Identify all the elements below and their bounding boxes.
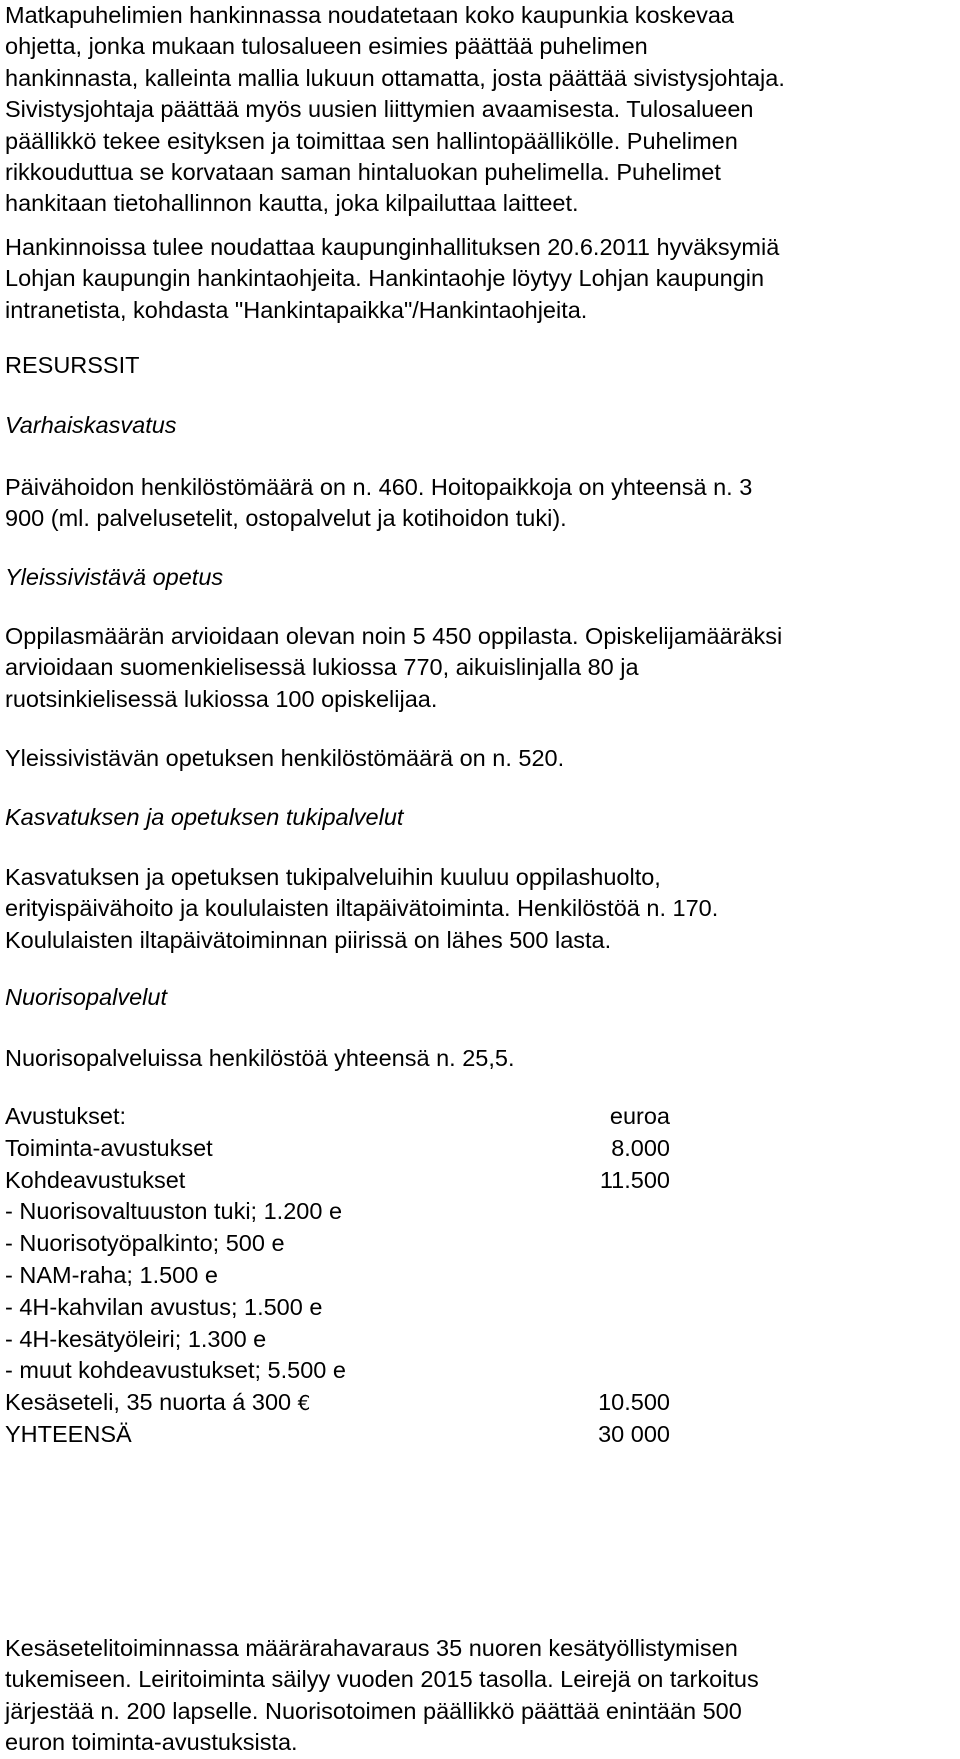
grant-value: 11.500 (599, 1166, 670, 1193)
intro-paragraph (5, 0, 955, 220)
closing-paragraph (5, 1633, 955, 1759)
text-line: Yleissivistävän opetuksen henkilöstömäärä on n. 520. (5, 745, 565, 771)
grant-label: Kohdeavustukset (5, 1166, 186, 1193)
text-line: Päivähoidon henkilöstömäärä on n. 460. Hoitopaikkoja on yhteensä n. 3 (5, 474, 753, 500)
grant-value: euroa (609, 1103, 670, 1129)
grant-label: - 4H-kahvilan avustus; 1.500 e (5, 1293, 323, 1320)
text-line: tukemiseen. Leiritoiminta säilyy vuoden 2015 tasolla. Leirejä on tarkoitus (5, 1666, 759, 1693)
early-childhood-paragraph (5, 472, 955, 535)
grant-subitem-row (5, 1228, 955, 1260)
text-line: Sivistysjohtaja päättää myös uusien liittymien avaamisesta. Tulosalueen (5, 96, 754, 123)
text-line: euron toiminta-avustuksista. (5, 1729, 298, 1756)
grant-subitem-row (5, 1260, 955, 1292)
grant-row (5, 1165, 955, 1197)
euro-icon: € (297, 1391, 311, 1416)
grants-header-row (5, 1101, 955, 1133)
basic-education-paragraph (5, 621, 955, 715)
text-line: järjestää n. 200 lapselle. Nuorisotoimen päällikkö päättää enintään 500 (5, 1697, 742, 1724)
grant-row (5, 1133, 955, 1165)
subsection-title: Kasvatuksen ja opetuksen tukipalvelut (5, 804, 404, 830)
grant-label: - muut kohdeavustukset; 5.500 e (5, 1357, 346, 1384)
grant-label: Toiminta-avustukset (5, 1134, 213, 1161)
resources-heading (5, 350, 955, 381)
text-line: Kesäsetelitoiminnassa määrärahavaraus 35 nuoren kesätyöllistymisen (5, 1635, 738, 1661)
text-line: Hankinnoissa tulee noudattaa kaupunginhallituksen 20.6.2011 hyväksymiä (5, 234, 780, 260)
subsection-title: Nuorisopalvelut (5, 984, 167, 1010)
grant-label: - Nuorisovaltuuston tuki; 1.200 e (5, 1198, 343, 1225)
text-line: arvioidaan suomenkielisessä lukiossa 770, aikuislinjalla 80 ja (5, 654, 639, 681)
grant-label: YHTEENSÄ (5, 1420, 132, 1447)
text-line: Oppilasmäärän arvioidaan olevan noin 5 450 oppilasta. Opiskelijamääräksi (5, 623, 783, 649)
youth-services-staff (5, 1043, 955, 1074)
grant-row (5, 1387, 955, 1419)
text-line: hankinnasta, kalleinta mallia lukuun ottamatta, josta päättää sivistysjohtaja. (5, 64, 785, 91)
youth-services-heading (5, 982, 955, 1013)
text-line: Kasvatuksen ja opetuksen tukipalveluihin kuuluu oppilashuolto, (5, 864, 661, 890)
support-services-heading (5, 802, 955, 833)
text-line: rikkouduttua se korvataan saman hintaluokan puhelimella. Puhelimet (5, 158, 721, 185)
subsection-title: Yleissivistävä opetus (5, 564, 224, 590)
text-line: hankitaan tietohallinnon kautta, joka kilpailuttaa laitteet. (5, 190, 579, 217)
text-line: intranetista, kohdasta "Hankintapaikka"/Hankintaohjeita. (5, 296, 588, 323)
grant-subitem-row (5, 1292, 955, 1324)
procurement-paragraph (5, 232, 955, 326)
grant-subitem-row (5, 1324, 955, 1356)
text-line: Nuorisopalveluissa henkilöstöä yhteensä n. 25,5. (5, 1045, 515, 1071)
early-childhood-heading (5, 410, 955, 441)
grant-total-row (5, 1419, 955, 1451)
text-line: ohjetta, jonka mukaan tulosalueen esimies päättää puhelimen (5, 33, 648, 60)
grant-subitem-row (5, 1196, 955, 1228)
basic-education-heading (5, 562, 955, 593)
grant-label: Avustukset: (5, 1103, 127, 1129)
grant-subitem-row (5, 1355, 955, 1387)
grant-label: - Nuorisotyöpalkinto; 500 e (5, 1230, 285, 1257)
subsection-title: Varhaiskasvatus (5, 412, 177, 438)
support-services-paragraph (5, 862, 955, 956)
text-line: Koululaisten iltapäivätoiminnan piirissä on lähes 500 lasta. (5, 926, 612, 953)
basic-education-staff (5, 743, 955, 774)
text-line: erityispäivähoito ja koululaisten iltapäivätoiminta. Henkilöstöä n. 170. (5, 895, 719, 922)
text-line: päällikkö tekee esityksen ja toimittaa sen hallintopäällikölle. Puhelimen (5, 127, 738, 154)
text-line: Lohjan kaupungin hankintaohjeita. Hankintaohje löytyy Lohjan kaupungin (5, 265, 765, 292)
grant-value: 8.000 (611, 1134, 670, 1161)
section-title: RESURSSIT (5, 352, 140, 378)
grants-table (5, 1101, 955, 1451)
grant-label-text: Kesäseteli, 35 nuorta á 300 (5, 1389, 292, 1416)
grant-label (5, 1387, 310, 1420)
text-line: ruotsinkielisessä lukiossa 100 opiskelijaa. (5, 685, 438, 712)
grant-value: 10.500 (598, 1389, 670, 1416)
text-line: 900 (ml. palvelusetelit, ostopalvelut ja kotihoidon tuki). (5, 505, 567, 532)
grant-label: - NAM-raha; 1.500 e (5, 1261, 218, 1288)
grant-value: 30 000 (598, 1420, 670, 1447)
grant-label: - 4H-kesätyöleiri; 1.300 e (5, 1325, 267, 1352)
text-line: Matkapuhelimien hankinnassa noudatetaan koko kaupunkia koskevaa (5, 2, 734, 28)
